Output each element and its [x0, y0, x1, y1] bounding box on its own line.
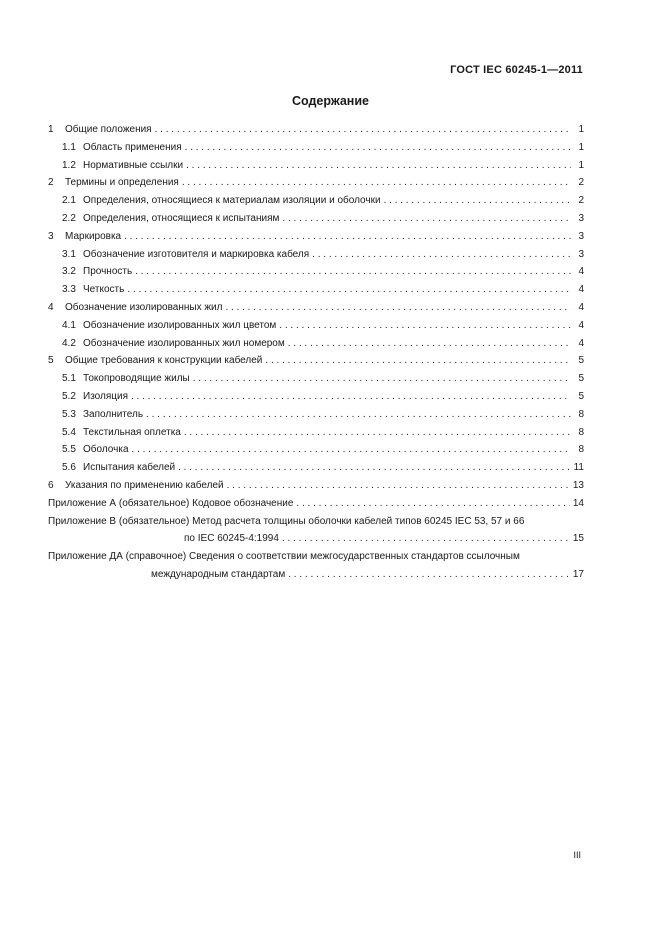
toc-entry-4[interactable]	[48, 299, 584, 317]
dot-leader	[225, 299, 571, 317]
toc-appendix-label-cont: международным стандартам	[151, 568, 286, 580]
dot-leader	[155, 121, 571, 139]
dot-leader	[312, 246, 571, 264]
toc-entry-4-2[interactable]	[48, 335, 584, 353]
toc-entry-3-3[interactable]	[48, 281, 584, 299]
dot-leader	[182, 174, 571, 192]
dot-leader	[282, 210, 571, 228]
toc-entry-number: 6	[48, 479, 54, 491]
toc-entry-page: 5	[578, 373, 584, 385]
toc-entry-page: 15	[572, 533, 584, 545]
toc-entry-1-2[interactable]	[48, 157, 584, 175]
dot-leader	[227, 477, 570, 495]
toc-entry-page: 8	[578, 426, 584, 438]
toc-appendix-label: Приложение В (обязательное) Метод расчета толщины оболочки кабелей типов 60245 IEC 53, 57 и 66	[48, 515, 525, 527]
toc-entry-page: 4	[578, 284, 584, 296]
toc-entry-page: 4	[578, 319, 584, 331]
toc-entry-page: 11	[573, 462, 584, 474]
toc-entry-page: 14	[572, 497, 584, 509]
toc-entry-5-5[interactable]	[48, 441, 584, 459]
toc-entry-page: 3	[578, 248, 584, 260]
toc-entry-number: 4	[48, 301, 54, 313]
dot-leader	[288, 335, 571, 353]
dot-leader	[186, 157, 571, 175]
toc-entry-2-2[interactable]	[48, 210, 584, 228]
toc-entry-label: Нормативные ссылки	[83, 159, 184, 171]
toc-entry-page: 4	[578, 301, 584, 313]
toc-entry-page: 8	[578, 408, 584, 420]
toc-entry-label: Испытания кабелей	[83, 462, 176, 474]
toc-entry-page: 5	[578, 355, 584, 367]
toc-entry-page: 1	[578, 124, 584, 135]
toc-entry-5-6[interactable]	[48, 459, 584, 477]
toc-entry-page: 1	[578, 159, 584, 171]
toc-entry-page: 2	[578, 195, 584, 207]
toc-entry-number: 1.2	[62, 159, 76, 171]
toc-entry-number: 2.1	[62, 195, 76, 207]
toc-entry-5-4[interactable]	[48, 424, 584, 442]
toc-entry-page: 17	[572, 568, 584, 580]
toc-entry-number: 4.2	[62, 337, 76, 349]
toc-appendix-a[interactable]	[48, 495, 584, 513]
toc-entry-5-1[interactable]	[48, 370, 584, 388]
dot-leader	[185, 139, 571, 157]
toc-appendix-label: Приложение ДА (справочное) Сведения о соответствии межгосударственных стандартов ссылочным	[48, 551, 520, 563]
toc-entry-label: Обозначение изготовителя и маркировка кабеля	[83, 248, 310, 260]
toc-entry-page: 1	[578, 141, 584, 153]
toc-entry-1[interactable]	[48, 121, 584, 139]
dot-leader	[131, 388, 571, 406]
dot-leader	[279, 317, 571, 335]
toc-entry-1-1[interactable]	[48, 139, 584, 157]
dot-leader	[127, 281, 571, 299]
toc-entry-number: 1	[48, 124, 54, 135]
toc-entry-5-2[interactable]	[48, 388, 584, 406]
toc-entry-number: 3.1	[62, 248, 76, 260]
toc-entry-number: 4.1	[62, 319, 76, 331]
toc-entry-label: Область применения	[83, 141, 182, 153]
toc-entry-label: Обозначение изолированных жил номером	[83, 337, 285, 349]
toc-entry-number: 3.2	[62, 266, 76, 278]
dot-leader	[124, 228, 571, 246]
toc-entry-page: 13	[572, 479, 584, 491]
toc-entry-number: 2	[48, 177, 54, 189]
toc-appendix-da[interactable]	[48, 548, 584, 584]
toc-entry-number: 5	[48, 355, 54, 367]
dot-leader	[135, 263, 571, 281]
toc-entry-number: 5.5	[62, 444, 76, 456]
toc-entry-5-3[interactable]	[48, 406, 584, 424]
table-of-contents	[48, 121, 584, 584]
toc-entry-label: Токопроводящие жилы	[83, 373, 190, 385]
toc-entry-label: Обозначение изолированных жил	[65, 301, 223, 313]
dot-leader	[282, 530, 570, 548]
toc-entry-page: 4	[578, 266, 584, 278]
toc-entry-label: Четкость	[83, 284, 125, 296]
toc-entry-number: 5.2	[62, 390, 76, 402]
dot-leader	[132, 441, 571, 459]
dot-leader	[184, 424, 571, 442]
dot-leader	[178, 459, 571, 477]
toc-entry-label: Заполнитель	[83, 408, 144, 420]
dot-leader	[288, 566, 570, 584]
toc-entry-label: Обозначение изолированных жил цветом	[83, 319, 277, 331]
toc-entry-page: 8	[578, 444, 584, 456]
toc-entry-number: 3	[48, 230, 54, 242]
dot-leader	[193, 370, 571, 388]
toc-appendix-label: Приложение А (обязательное) Кодовое обозначение	[48, 497, 294, 509]
toc-entry-3-2[interactable]	[48, 263, 584, 281]
toc-entry-number: 2.2	[62, 212, 76, 224]
toc-entry-4-1[interactable]	[48, 317, 584, 335]
document-code: ГОСТ IEC 60245-1—2011	[450, 64, 583, 76]
toc-entry-label: Термины и определения	[65, 177, 179, 189]
toc-entry-number: 5.4	[62, 426, 76, 438]
toc-entry-page: 2	[578, 177, 584, 189]
dot-leader	[384, 192, 571, 210]
toc-entry-label: Изоляция	[83, 390, 128, 402]
toc-appendix-label-cont: по IEC 60245-4:1994	[184, 533, 279, 545]
toc-entry-6[interactable]	[48, 477, 584, 495]
page-number: III	[573, 850, 581, 860]
toc-entry-number: 5.3	[62, 408, 76, 420]
toc-entry-label: Маркировка	[65, 230, 122, 242]
toc-entry-label: Оболочка	[83, 444, 129, 456]
toc-entry-label: Общие положения	[65, 124, 152, 135]
toc-entry-3-1[interactable]	[48, 246, 584, 264]
toc-entry-5[interactable]	[48, 352, 584, 370]
dot-leader	[296, 495, 569, 513]
toc-entry-page: 5	[578, 390, 584, 402]
toc-entry-3[interactable]	[48, 228, 584, 246]
toc-entry-label: Текстильная оплетка	[83, 426, 181, 438]
toc-entry-label: Общие требования к конструкции кабелей	[65, 355, 263, 367]
toc-entry-2-1[interactable]	[48, 192, 584, 210]
dot-leader	[265, 352, 571, 370]
toc-entry-number: 3.3	[62, 284, 76, 296]
toc-title: Содержание	[291, 94, 369, 108]
toc-entry-number: 5.1	[62, 373, 76, 385]
toc-entry-label: Прочность	[83, 266, 133, 278]
toc-entry-page: 3	[578, 212, 584, 224]
toc-appendix-b[interactable]	[48, 513, 584, 549]
toc-entry-number: 5.6	[62, 462, 76, 474]
toc-entry-page: 4	[578, 337, 584, 349]
toc-entry-label: Определения, относящиеся к материалам изоляции и оболочки	[83, 195, 381, 207]
dot-leader	[146, 406, 571, 424]
toc-entry-2[interactable]	[48, 174, 584, 192]
toc-entry-label: Определения, относящиеся к испытаниям	[83, 212, 280, 224]
toc-entry-page: 3	[578, 230, 584, 242]
toc-entry-number: 1.1	[62, 141, 76, 153]
toc-entry-label: Указания по применению кабелей	[65, 479, 224, 491]
